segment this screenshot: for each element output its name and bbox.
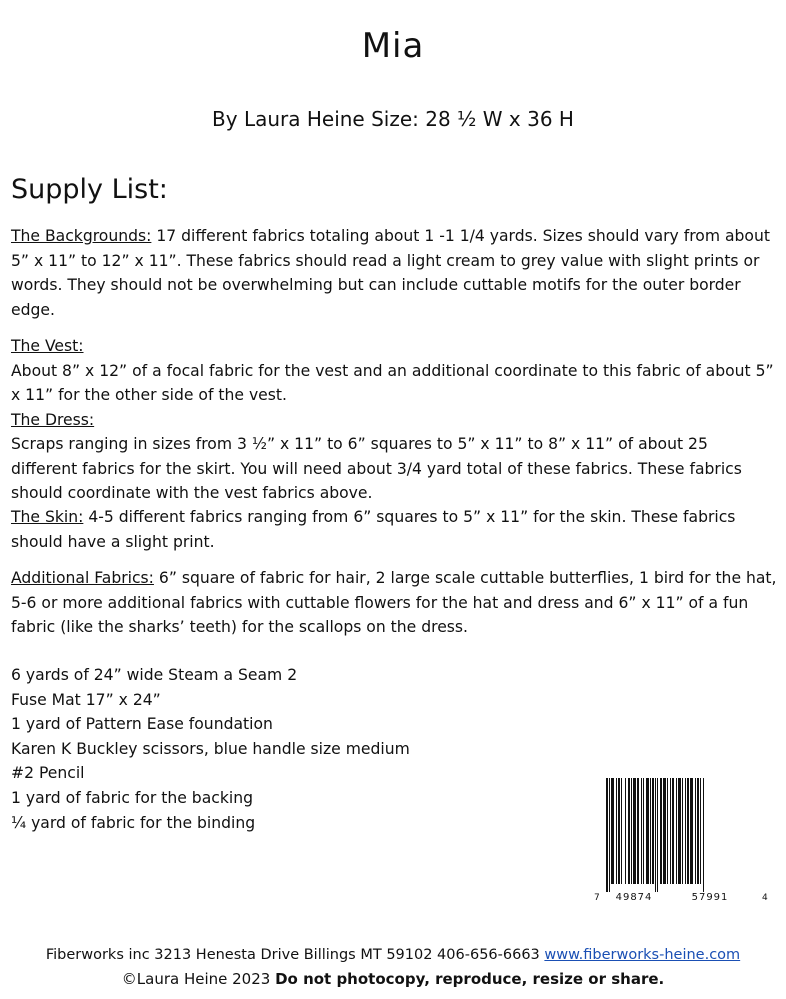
barcode-bar — [682, 778, 683, 884]
list-item: 1 yard of fabric for the backing — [11, 788, 253, 807]
barcode-bar — [616, 778, 617, 884]
pattern-title: Mia — [361, 26, 425, 66]
barcode-bar — [618, 778, 620, 884]
barcode-bar — [621, 778, 622, 884]
barcode-bar — [687, 778, 689, 884]
barcode-bar — [609, 778, 610, 892]
barcode-bar — [652, 778, 654, 884]
list-item: Fuse Mat 17” x 24” — [11, 690, 161, 709]
barcode-bar — [690, 778, 693, 884]
byline: By Laura Heine Size: 28 ½ W x 36 H — [212, 107, 574, 131]
barcode-bars — [606, 778, 704, 892]
barcode-bar — [670, 778, 671, 884]
barcode-bar — [633, 778, 636, 884]
website-link[interactable]: www.fiberworks-heine.com — [544, 947, 741, 963]
footer-copyright: ©Laura Heine 2023 — [121, 970, 276, 988]
footer-notice: Do not photocopy, reproduce, resize or share. — [275, 970, 665, 988]
barcode-bar — [660, 778, 662, 884]
barcode-lead-digit: 7 — [594, 893, 600, 903]
barcode-bar — [676, 778, 677, 884]
barcode-bar — [663, 778, 666, 884]
section-text-additional: 6” square of fabric for hair, 2 large scale cuttable butterflies, 1 bird for the hat, 5-6 or more additional fabrics with cuttable flowers for the hat and dress and 6” x 11” of a fun fabric (like the sharks’ teeth) for the scallops on the dress. — [11, 569, 777, 636]
barcode-bar — [641, 778, 642, 884]
barcode-bar — [611, 778, 614, 884]
barcode-bar — [667, 778, 668, 884]
list-item: 1 yard of Pattern Ease foundation — [11, 715, 273, 734]
footer-address-line — [0, 947, 786, 963]
barcode-bar — [643, 778, 644, 884]
barcode-bar — [685, 778, 686, 884]
barcode-bar — [678, 778, 681, 884]
barcode-bar — [655, 778, 656, 892]
list-item: #2 Pencil — [11, 764, 85, 783]
barcode-bar — [625, 778, 626, 884]
barcode-bar — [637, 778, 639, 884]
barcode-bar — [657, 778, 658, 892]
section-label-skin: The Skin: — [11, 508, 84, 526]
section-label-additional: Additional Fabrics: — [11, 569, 154, 587]
barcode-bar — [672, 778, 674, 884]
section-text-vest: About 8” x 12” of a focal fabric for the vest and an additional coordinate to this fabric of about 5” x 11” for the other side of the vest. — [11, 361, 774, 404]
barcode-bar — [628, 778, 630, 884]
section-backgrounds — [11, 224, 777, 322]
barcode-bar — [646, 778, 649, 884]
list-item: Karen K Buckley scissors, blue handle size medium — [11, 739, 410, 758]
footer-copyright-line — [0, 970, 786, 988]
footer-address: Fiberworks inc 3213 Henesta Drive Billings MT 59102 406-656-6663 — [45, 947, 545, 963]
supplies-list — [11, 663, 410, 835]
barcode-bar — [650, 778, 651, 884]
section-text-skin: 4-5 different fabrics ranging from 6” squares to 5” x 11” for the skin. These fabrics should have a slight print. — [11, 508, 736, 551]
section-skin — [11, 505, 777, 554]
barcode-bar — [703, 778, 704, 892]
barcode-bar — [606, 778, 608, 892]
section-vest-dress — [11, 334, 777, 506]
supply-list-heading: Supply List: — [11, 174, 168, 205]
barcode-bar — [695, 778, 696, 884]
list-item: ¼ yard of fabric for the binding — [11, 813, 256, 832]
list-item: 6 yards of 24” wide Steam a Seam 2 — [11, 666, 298, 684]
barcode-left-group: 49874 — [615, 892, 653, 903]
section-label-backgrounds: The Backgrounds: — [11, 227, 152, 245]
barcode — [592, 774, 772, 904]
section-label-dress: The Dress: — [11, 410, 95, 429]
section-text-dress: Scraps ranging in sizes from 3 ½” x 11” to 6” squares to 5” x 11” to 8” x 11” of about 25 different fabrics for the skirt. You will need about 3/4 yard total of these fabrics. These fabrics should coordinate with the vest fabrics above. — [11, 435, 742, 502]
section-text-backgrounds: 17 different fabrics totaling about 1 -1 1/4 yards. Sizes should vary from about 5” x 11” to 12” x 11”. These fabrics should read a light cream to grey value with slight prints or words. They should not be overwhelming but can include cuttable motifs for the outer border edge. — [11, 227, 770, 319]
barcode-bar — [631, 778, 632, 884]
section-label-vest: The Vest: — [11, 337, 84, 355]
barcode-bar — [700, 778, 701, 884]
barcode-bar — [697, 778, 699, 884]
section-additional — [11, 566, 777, 640]
barcode-right-group: 57991 — [691, 892, 729, 903]
barcode-check-digit: 4 — [762, 893, 768, 903]
